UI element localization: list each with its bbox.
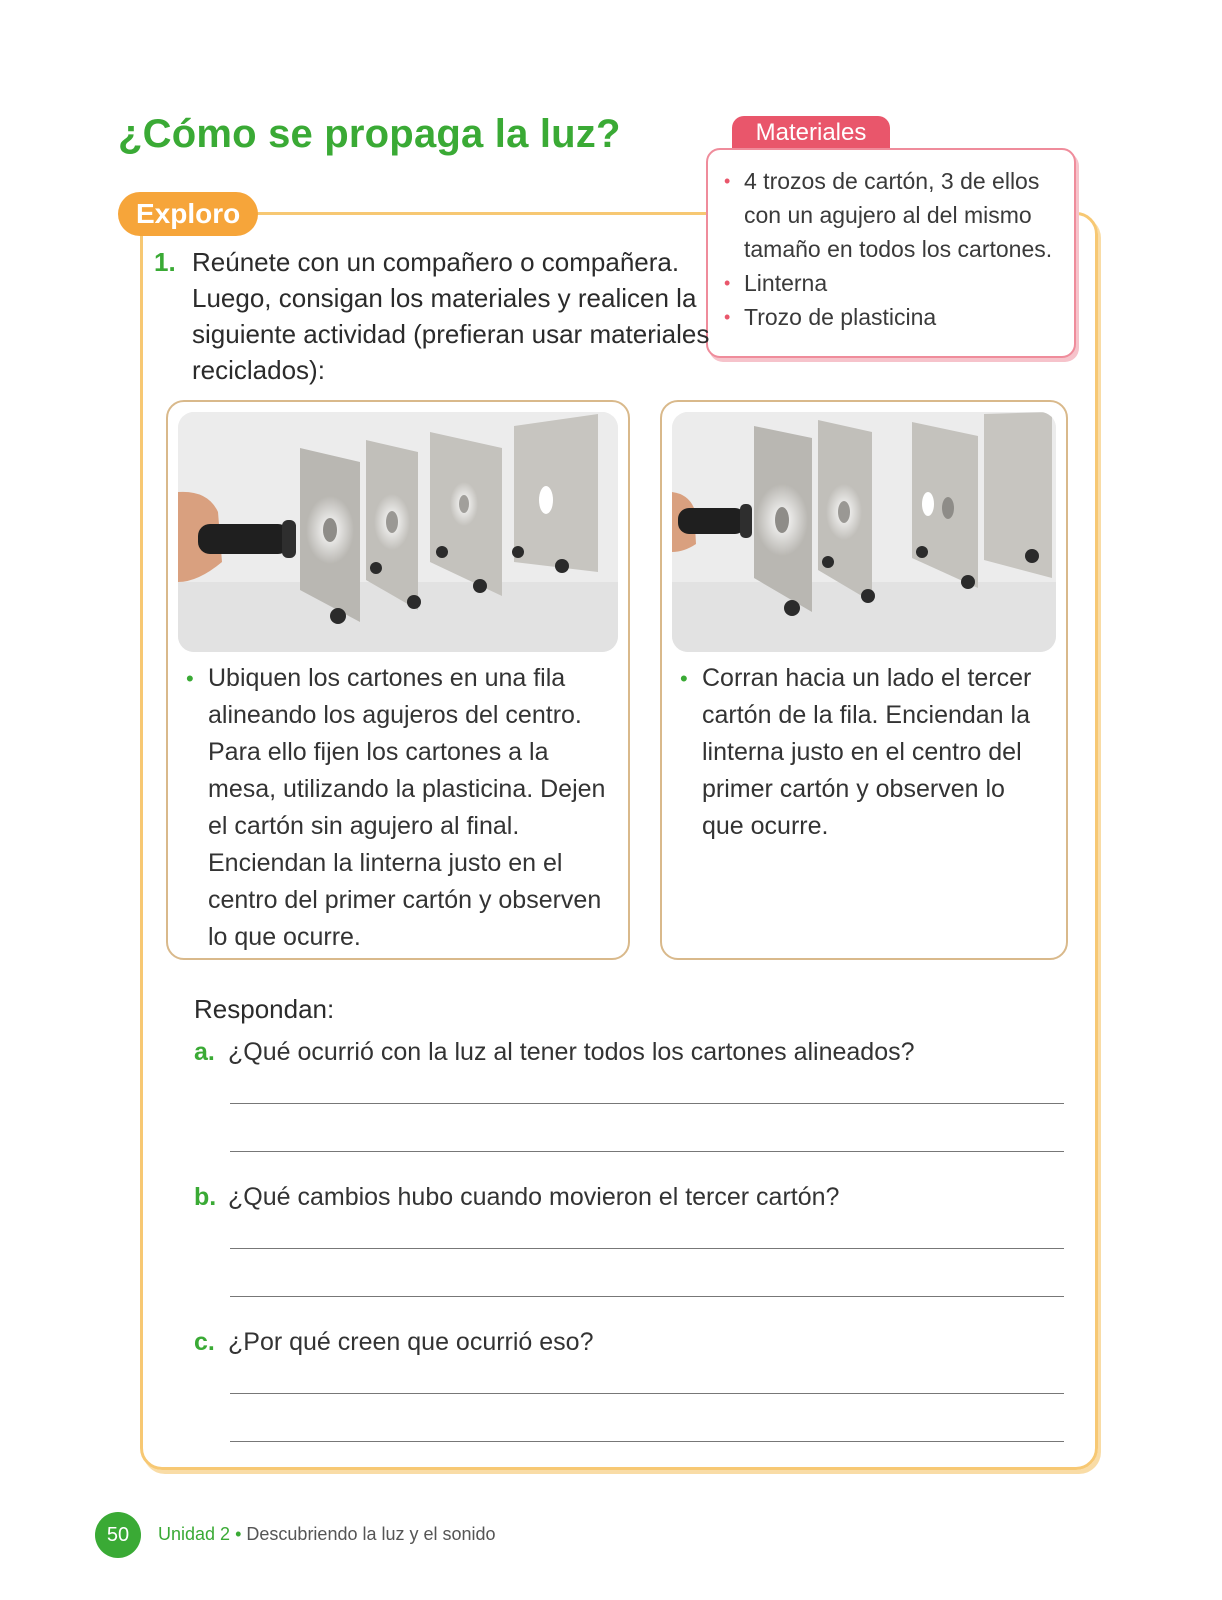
answer-line[interactable] bbox=[230, 1296, 1064, 1297]
answer-line[interactable] bbox=[230, 1151, 1064, 1152]
question-c bbox=[194, 1328, 594, 1357]
question-a bbox=[194, 1038, 915, 1067]
card-1-text-block bbox=[186, 660, 612, 956]
question-letter: c. bbox=[194, 1328, 215, 1356]
photo-aligned-cardboards bbox=[178, 412, 618, 652]
answer-line[interactable] bbox=[230, 1441, 1064, 1442]
question-letter: a. bbox=[194, 1038, 215, 1066]
question-text: ¿Qué ocurrió con la luz al tener todos los cartones alineados? bbox=[228, 1038, 915, 1066]
footer-separator: • bbox=[235, 1524, 242, 1544]
footer-subtitle: Descubriendo la luz y el sonido bbox=[246, 1524, 496, 1544]
card-2-text-block bbox=[680, 660, 1050, 845]
answer-line[interactable] bbox=[230, 1393, 1064, 1394]
question-text: ¿Por qué creen que ocurrió eso? bbox=[228, 1328, 594, 1356]
photo-shifted-cardboard bbox=[672, 412, 1056, 652]
card-2-text: Corran hacia un lado el tercer cartón de la fila. Enciendan la linterna justo en el centro del primer cartón y observen lo que ocurre. bbox=[702, 664, 1032, 840]
materials-item: • 4 trozos de cartón, 3 de ellos con un agujero al del mismo tamaño en todos los cartones. bbox=[722, 164, 1060, 266]
step-text: Reúnete con un compañero o compañera. Luego, consigan los materiales y realicen la siguiente actividad (prefieran usar materiales reciclados): bbox=[192, 247, 710, 385]
materials-list bbox=[722, 164, 1060, 334]
page-title: ¿Cómo se propaga la luz? bbox=[118, 112, 621, 156]
respondan-heading: Respondan: bbox=[194, 994, 335, 1024]
answer-line[interactable] bbox=[230, 1248, 1064, 1249]
answer-line[interactable] bbox=[230, 1103, 1064, 1104]
step-1 bbox=[154, 244, 714, 388]
materials-item: • Linterna bbox=[722, 266, 1060, 300]
materials-item: • Trozo de plasticina bbox=[722, 300, 1060, 334]
activity-card-2 bbox=[660, 400, 1068, 960]
bullet-icon: • bbox=[680, 666, 688, 691]
page-number: 50 bbox=[95, 1512, 141, 1558]
footer-unit: Unidad 2 bbox=[158, 1524, 231, 1544]
footer-caption bbox=[158, 1524, 496, 1545]
step-number: 1. bbox=[154, 247, 176, 277]
question-b bbox=[194, 1183, 839, 1212]
exploro-tab: Exploro bbox=[118, 192, 258, 236]
cardboard-flashlight-illustration bbox=[178, 412, 618, 652]
cardboard-flashlight-illustration bbox=[672, 412, 1056, 652]
bullet-icon: • bbox=[186, 666, 194, 691]
materials-box bbox=[706, 148, 1076, 358]
question-letter: b. bbox=[194, 1183, 217, 1211]
activity-card-1 bbox=[166, 400, 630, 960]
question-text: ¿Qué cambios hubo cuando movieron el tercer cartón? bbox=[228, 1183, 840, 1211]
materials-tab: Materiales bbox=[732, 116, 890, 150]
card-1-text: Ubiquen los cartones en una fila alineando los agujeros del centro. Para ello fijen los cartones a la mesa, utilizando la plasticina. Dejen el cartón sin agujero al final. Enciendan la linterna justo en el centro del primer cartón y observen lo que ocurre. bbox=[208, 664, 606, 951]
